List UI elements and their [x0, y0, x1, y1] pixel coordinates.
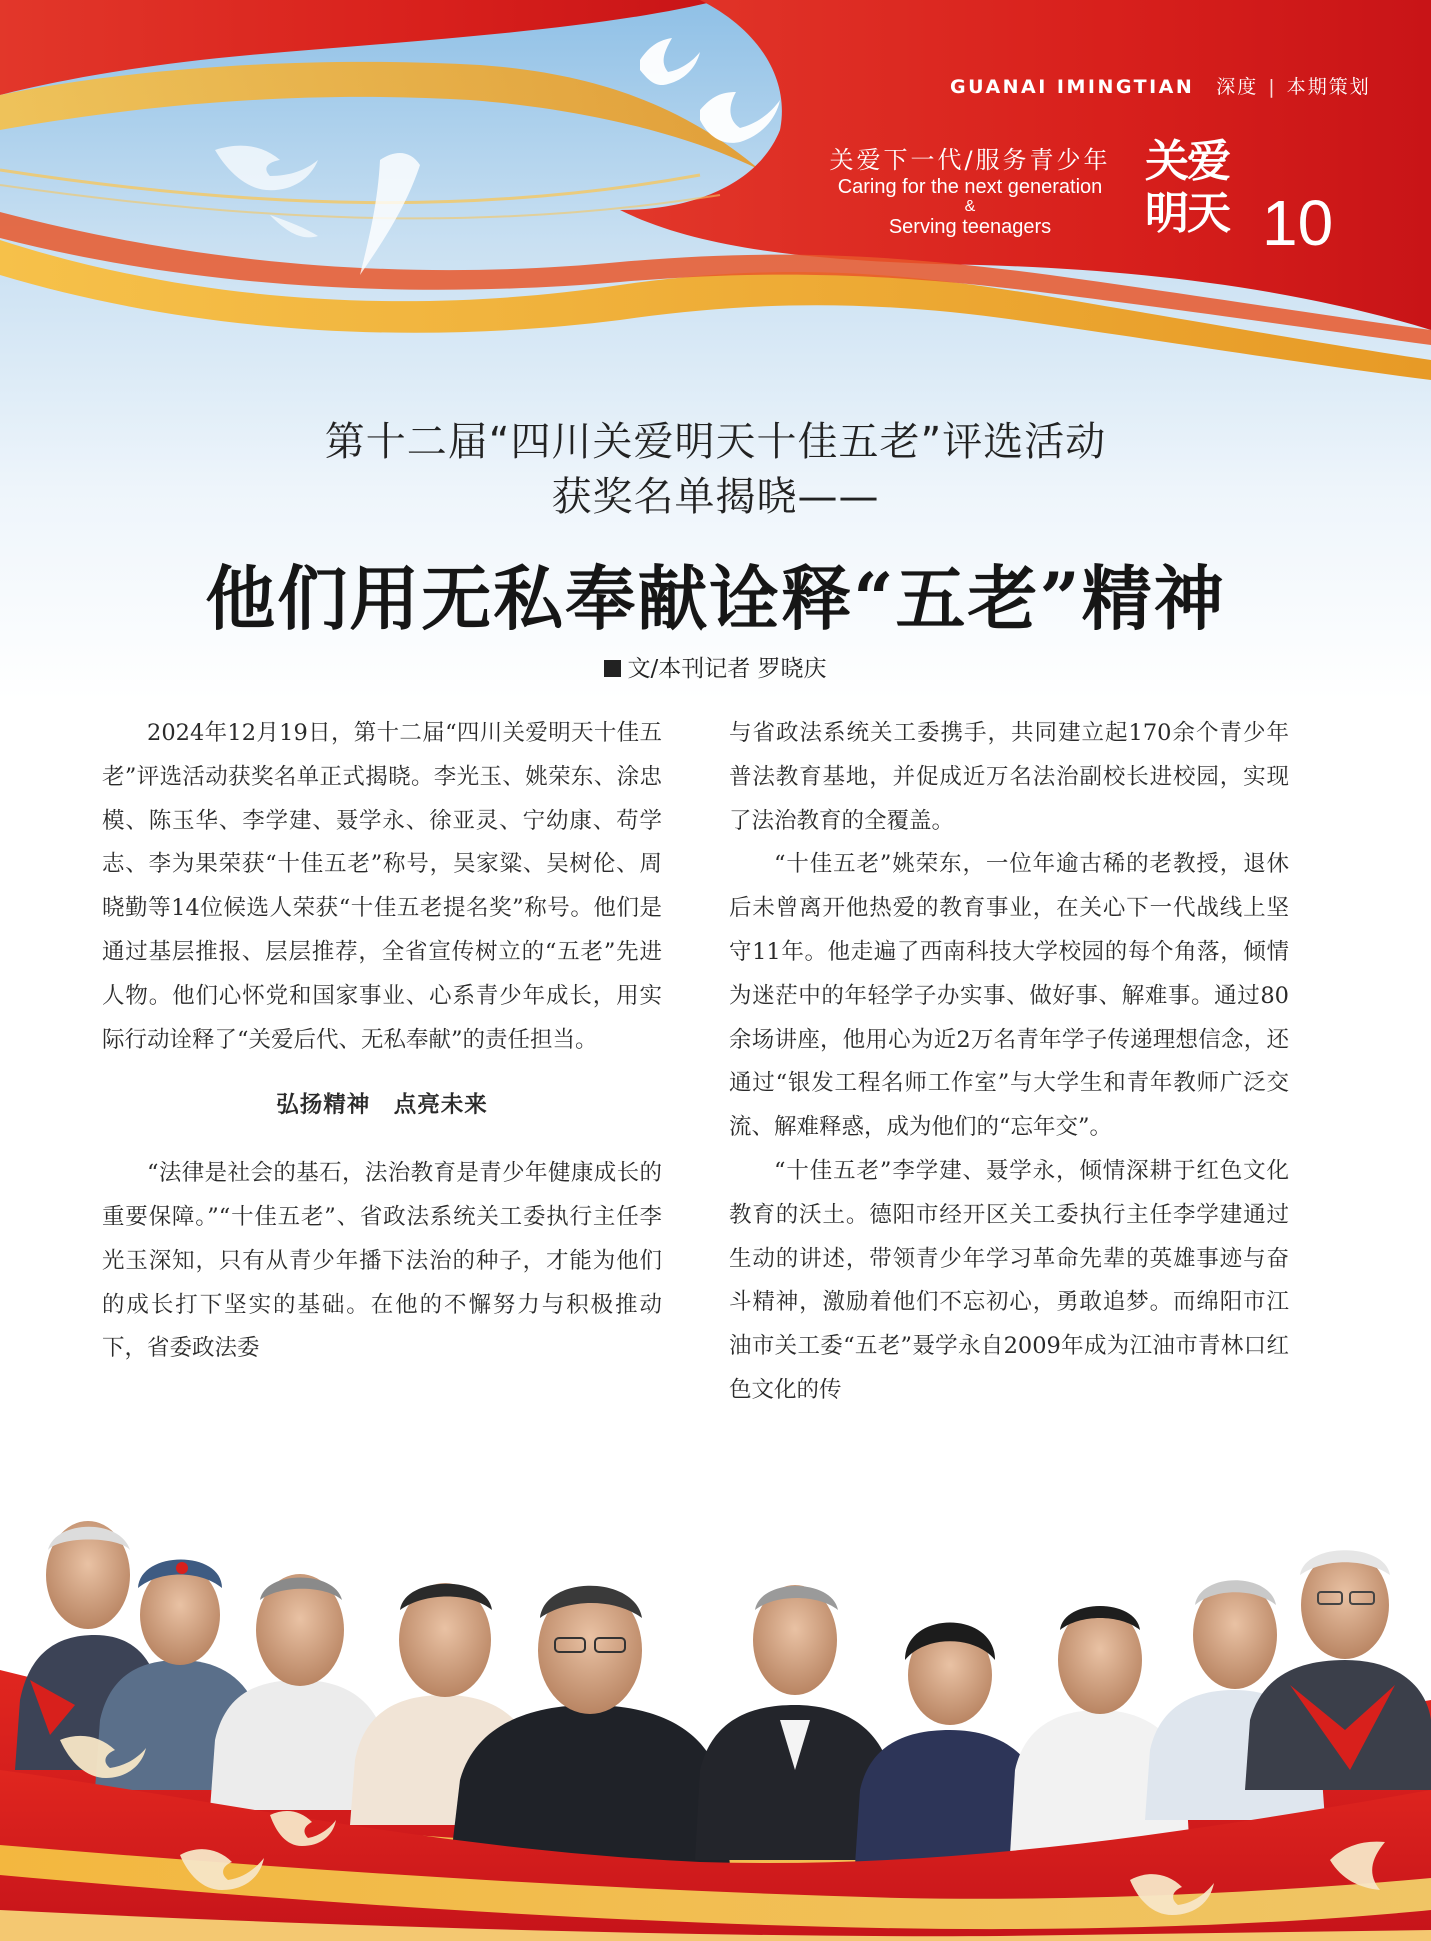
- logo-line1: 关爱: [1145, 136, 1229, 187]
- article-title-line2: 获奖名单揭晓——: [551, 474, 880, 520]
- article-main-title: 他们用无私奉献诠释“五老”精神: [205, 557, 1226, 640]
- article-title-line1: 第十二届“四川关爱明天十佳五老”评选活动: [324, 419, 1107, 465]
- slogan-en-line2: Serving teenagers: [888, 216, 1052, 238]
- section-subheading: 弘扬精神 点亮未来: [276, 1092, 488, 1119]
- section-header: [950, 72, 1371, 99]
- magazine-logo: [1145, 136, 1235, 240]
- article-column-left: [102, 712, 662, 1371]
- paragraph-continued: 与省政法系统关工委携手，共同建立起170余个青少年普法教育基地，并促成近万名法治副校长进校园，实现了法治教育的全覆盖。: [729, 720, 1289, 834]
- article-column-right: [729, 712, 1289, 1413]
- section-separator: |: [1268, 76, 1277, 98]
- paragraph-li-xuejian: “十佳五老”李学建、聂学永，倾情深耕于红色文化教育的沃土。德阳市经开区关工委执行主任李学建通过生动的讲述，带领青少年学习革命先辈的英雄事迹与奋斗精神，激励着他们不忘初心，勇敢追梦。而绵阳市江油市关工委“五老”聂学永自2009年成为江油市青林口红色文化的传: [729, 1157, 1289, 1403]
- slogan-en-amp: &: [964, 198, 976, 215]
- paragraph-li-guangyu: “法律是社会的基石，法治教育是青少年健康成长的重要保障。”“十佳五老”、省政法系统关工委执行主任李光玉深知，只有从青少年播下法治的种子，才能为他们的成长打下坚实的基础。在他的不懈努力与积极推动下，省委政法委: [102, 1160, 662, 1362]
- section-name-en: GUANAI IMINGTIAN: [950, 76, 1195, 98]
- section-subtitle: 本期策划: [1286, 76, 1371, 98]
- issue-number: 10: [1262, 187, 1334, 259]
- slogan-block: [812, 140, 1128, 239]
- byline-text: 文/本刊记者 罗晓庆: [627, 656, 827, 682]
- byline: [0, 650, 1431, 683]
- byline-square-icon: [604, 660, 621, 677]
- slogan-en-line1: Caring for the next generation: [837, 176, 1103, 198]
- honoree-portraits-banner: [0, 1470, 1431, 1941]
- slogan-cn: 关爱下一代/服务青少年: [829, 146, 1111, 174]
- section-name-cn: 深度: [1216, 76, 1259, 98]
- paragraph-intro: 2024年12月19日，第十二届“四川关爱明天十佳五老”评选活动获奖名单正式揭晓。李光玉、姚荣东、涂忠模、陈玉华、李学建、聂学永、徐亚灵、宁幼康、苟学志、李为果荣获“十佳五老”称号，吴家粱、吴树伦、周晓勤等14位候选人荣获“十佳五老提名奖”称号。他们是通过基层推报、层层推荐，全省宣传树立的“五老”先进人物。他们心怀党和国家事业、心系青少年成长，用实际行动诠释了“关爱后代、无私奉献”的责任担当。: [102, 720, 662, 1053]
- logo-line2: 明天: [1145, 188, 1229, 239]
- paragraph-yao-rongdong: “十佳五老”姚荣东，一位年逾古稀的老教授，退休后未曾离开他热爱的教育事业，在关心下一代战线上坚守11年。他走遍了西南科技大学校园的每个角落，倾情为迷茫中的年轻学子办实事、做好事、解难事。通过80余场讲座，他用心为近2万名青年学子传递理想信念，还通过“银发工程名师工作室”与大学生和青年教师广泛交流、解难释惑，成为他们的“忘年交”。: [729, 851, 1289, 1141]
